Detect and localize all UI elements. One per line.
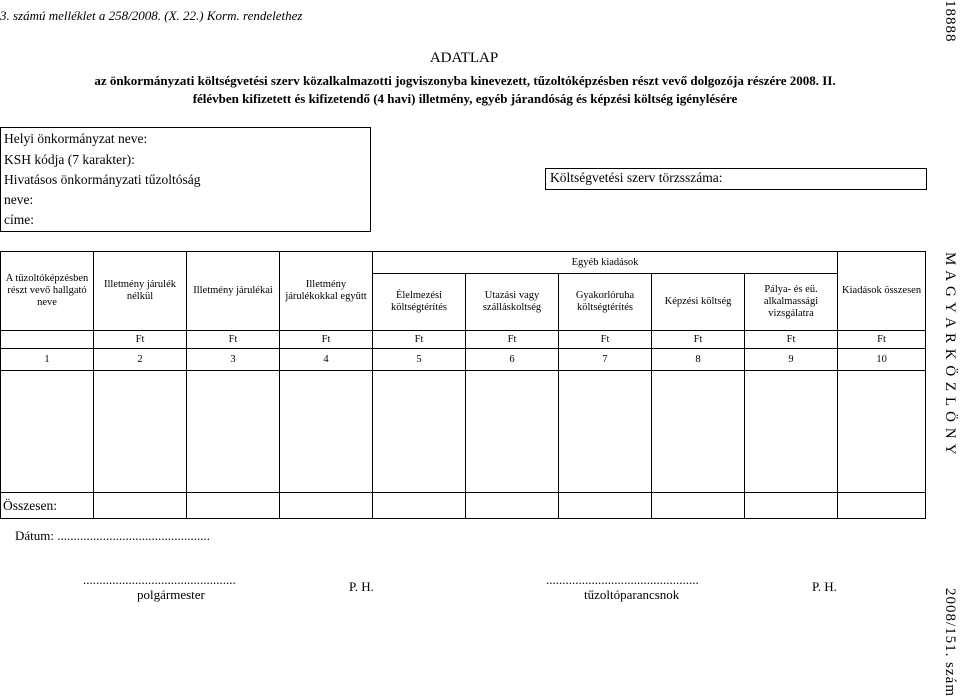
date-field[interactable]: Dátum: ............................................... [15,528,210,543]
municipality-name-label: Helyi önkormányzat neve: [4,131,148,146]
annex-reference: 3. számú melléklet a 258/2008. (X. 22.) Korm. rendelethez [0,8,303,23]
side-page-number: 18888 [942,0,958,43]
document-subtitle: az önkormányzati költségvetési szerv közalkalmazotti jogviszonyba kinevezett, tűzoltóképzésben részt vevő dolgozója részére 2008. II. félévben kifizetett és kifizetendő (4 havi) illetmény, egyéb járandóság és képzési költség igénylésére [94,73,836,106]
data-cell[interactable] [94,371,187,493]
header-student-name: A tűzoltóképzésben részt vevő hallgató neve [1,252,94,331]
total-cell[interactable] [652,493,745,519]
data-cell[interactable] [652,371,745,493]
total-cell[interactable] [94,493,187,519]
column-number: 8 [652,349,745,371]
address-label: címe: [4,212,34,227]
side-journal-title: M A G Y A R K Ö Z L Ö N Y [942,252,958,456]
header-training: Képzési költség [652,274,745,331]
data-cell[interactable] [373,371,466,493]
header-salary-contrib: Illetmény járulékai [187,252,280,331]
document-title: ADATLAP [429,50,499,66]
table-row [1,371,926,493]
data-table [0,251,926,519]
budget-id-label: Költségvetési szerv törzsszáma: [550,170,723,185]
data-cell[interactable] [187,371,280,493]
unit-cell: Ft [559,331,652,349]
column-number: 6 [466,349,559,371]
institution-info-box [0,127,371,232]
total-cell[interactable] [466,493,559,519]
total-cell[interactable] [187,493,280,519]
unit-cell: Ft [94,331,187,349]
total-cell[interactable] [280,493,373,519]
column-number: 7 [559,349,652,371]
ksh-code-label: KSH kódja (7 karakter): [4,152,135,167]
mayor-signature-line[interactable]: ............................................... [83,572,236,587]
budget-id-box [545,168,927,190]
column-number-row [1,349,926,371]
data-cell[interactable] [466,371,559,493]
unit-row [1,331,926,349]
total-cell[interactable] [745,493,838,519]
column-number: 5 [373,349,466,371]
unit-cell: Ft [745,331,838,349]
stamp-place-fire-chief: P. H. [812,579,837,594]
total-label: Összesen: [1,493,94,519]
fire-department-label: Hivatásos önkormányzati tűzoltóság [4,172,201,187]
header-other-expenses: Egyéb kiadások [373,252,838,274]
header-uniform: Gyakorlóruha költségtérítés [559,274,652,331]
total-row [1,493,926,519]
header-salary-total: Illetmény járulékokkal együtt [280,252,373,331]
fire-chief-signature-line[interactable]: ............................................... [546,572,699,587]
unit-cell: Ft [652,331,745,349]
header-medical: Pálya- és eü. alkalmassági vizsgálatra [745,274,838,331]
header-expenses-total: Kiadások összesen [838,252,926,331]
total-cell[interactable] [559,493,652,519]
column-number: 9 [745,349,838,371]
unit-cell: Ft [373,331,466,349]
total-cell[interactable] [373,493,466,519]
side-issue-number: 2008/151. szám [942,588,958,697]
unit-cell: Ft [187,331,280,349]
unit-cell: Ft [838,331,926,349]
unit-cell: Ft [280,331,373,349]
header-salary-without-contrib: Illetmény járulék nélkül [94,252,187,331]
column-number: 3 [187,349,280,371]
mayor-title: polgármester [137,587,205,602]
column-number: 2 [94,349,187,371]
student-name-cell[interactable] [1,371,94,493]
unit-cell: Ft [466,331,559,349]
data-cell[interactable] [559,371,652,493]
unit-cell [1,331,94,349]
column-number: 1 [1,349,94,371]
header-meal: Élelmezési költségtérítés [373,274,466,331]
column-number: 4 [280,349,373,371]
fire-department-name-label: neve: [4,192,34,207]
fire-chief-title: tűzoltóparancsnok [584,587,680,602]
header-travel: Utazási vagy szálláskoltség [466,274,559,331]
data-cell[interactable] [838,371,926,493]
data-cell[interactable] [280,371,373,493]
data-cell[interactable] [745,371,838,493]
stamp-place-mayor: P. H. [349,579,374,594]
column-number: 10 [838,349,926,371]
total-cell[interactable] [838,493,926,519]
